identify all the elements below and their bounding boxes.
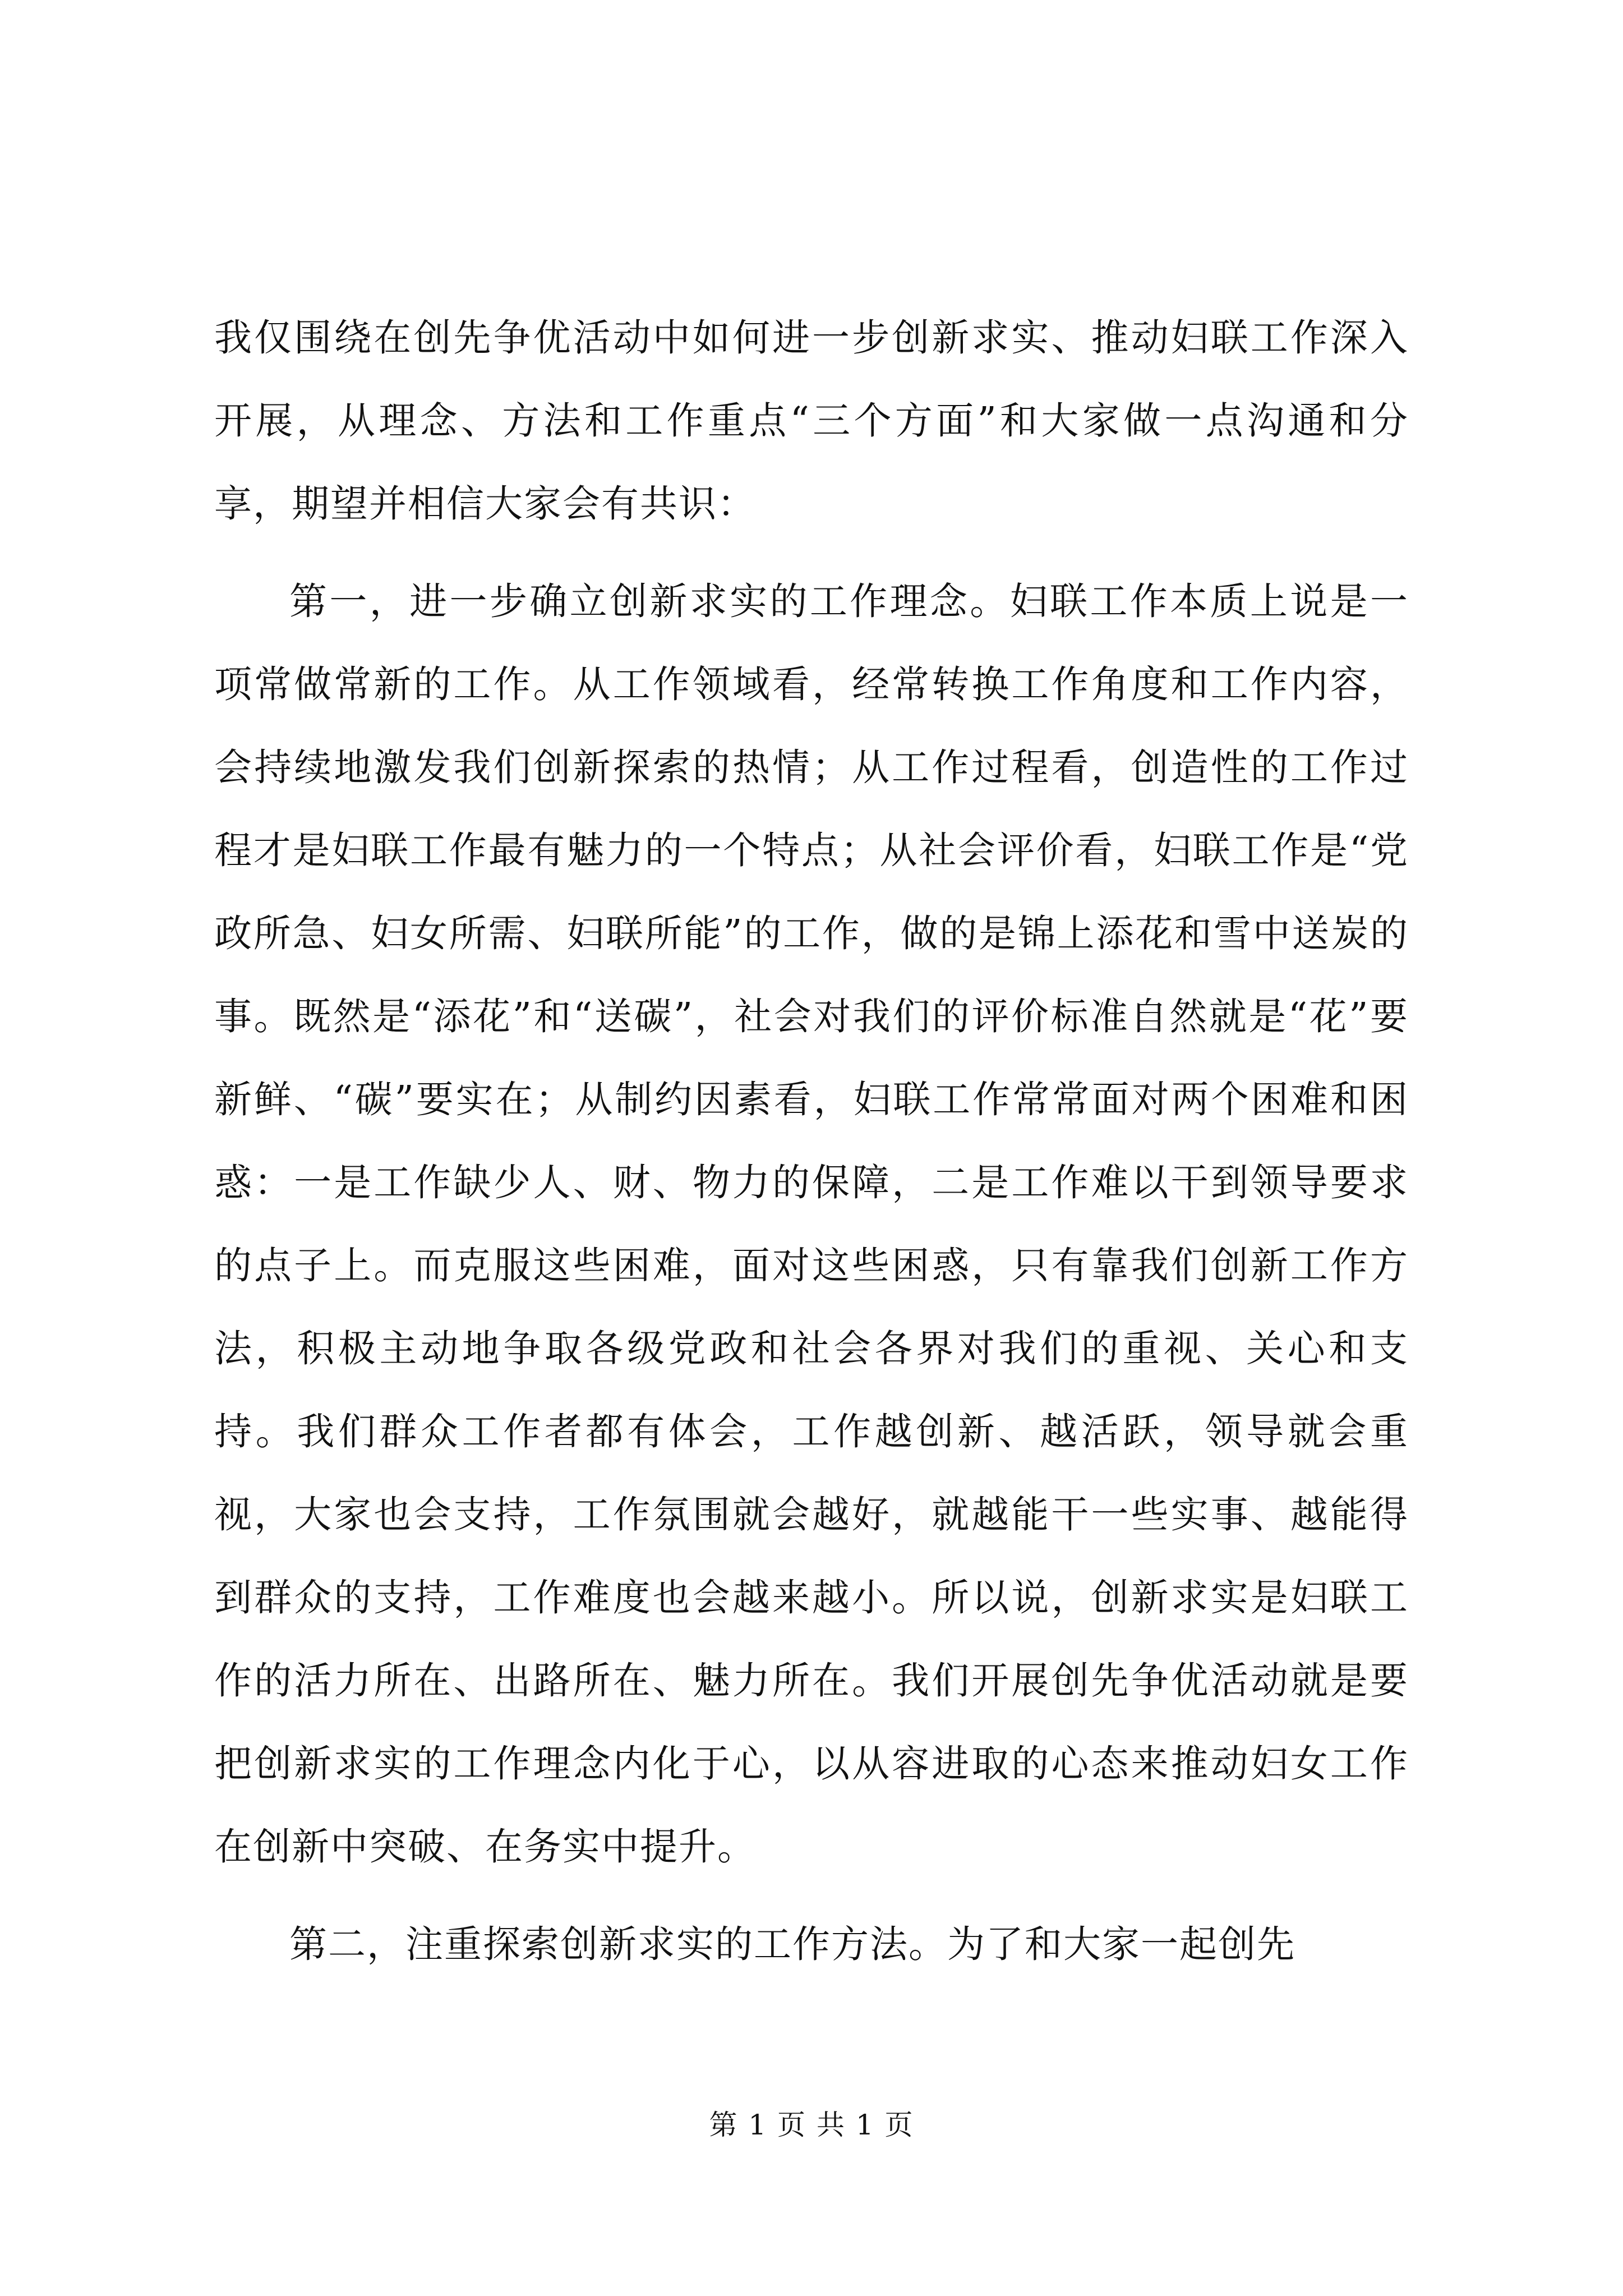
- document-body: [214, 296, 1409, 2000]
- page-footer: 第 1 页 共 1 页: [709, 2109, 914, 2141]
- paragraph-second-point: 第二，注重探索创新求实的工作方法。为了和大家一起创先: [289, 1922, 1295, 1966]
- paragraph-first-point: 第一，进一步确立创新求实的工作理念。妇联工作本质上说是一项常做常新的工作。从工作领域看，经常转换工作角度和工作内容，会持续地激发我们创新探索的热情；从工作过程看，创造性的工作过程才是妇联工作最有魅力的一个特点；从社会评价看，妇联工作是“党政所急、妇女所需、妇联所能”的工作，做的是锦上添花和雪中送炭的事。既然是“添花”和“送碳”，社会对我们的评价标准自然就是“花”要新鲜、“碳”要实在；从制约因素看，妇联工作常常面对两个困难和困惑：一是工作缺少人、财、物力的保障，二是工作难以干到领导要求的点子上。而克服这些困难，面对这些困惑，只有靠我们创新工作方法，积极主动地争取各级党政和社会各界对我们的重视、关心和支持。我们群众工作者都有体会，工作越创新、越活跃，领导就会重视，大家也会支持，工作氛围就会越好，就越能干一些实事、越能得到群众的支持，工作难度也会越来越小。所以说，创新求实是妇联工作的活力所在、出路所在、魅力所在。我们开展创先争优活动就是要把创新求实的工作理念内化于心，以从容进取的心态来推动妇女工作在创新中突破、在务实中提升。: [214, 579, 1409, 1869]
- paragraph-intro: 我仅围绕在创先争优活动中如何进一步创新求实、推动妇联工作深入开展，从理念、方法和工作重点“三个方面”和大家做一点沟通和分享，期望并相信大家会有共识：: [214, 316, 1409, 526]
